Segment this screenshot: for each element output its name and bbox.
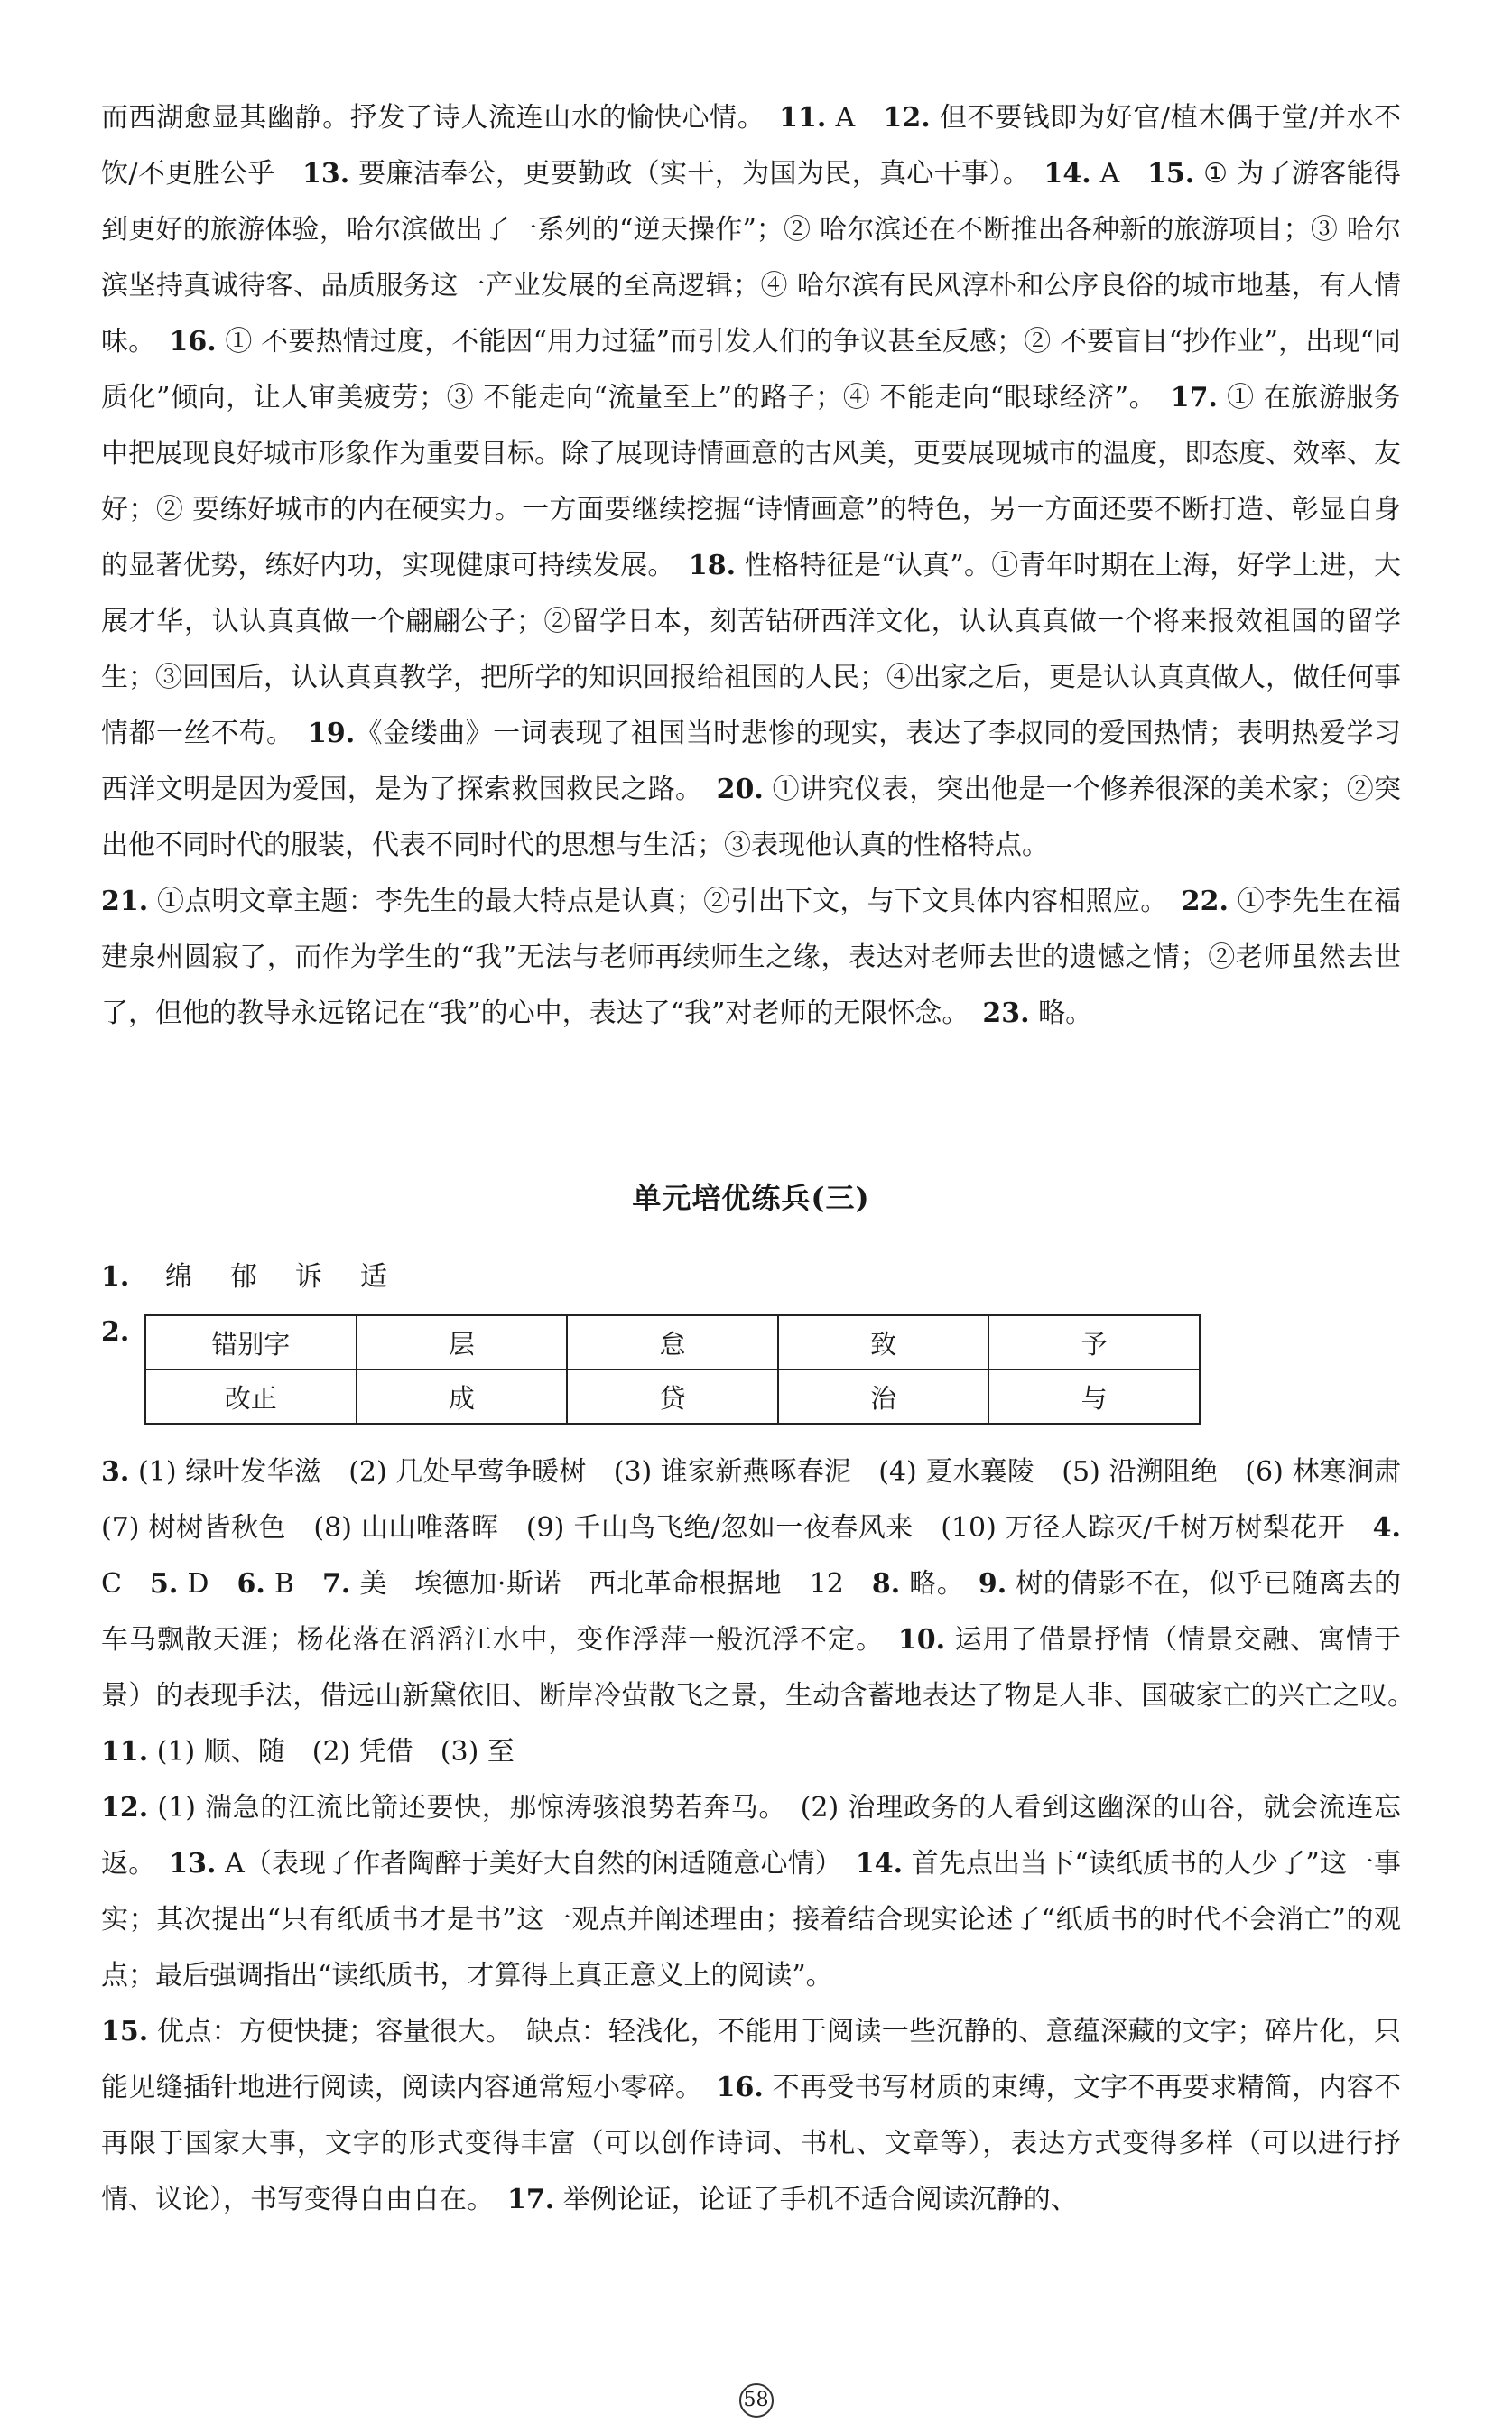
answer-text: 《金缕曲》一词表现了祖国当时悲惨的现实，表达了李叔同的爱国热情；表明热爱学习西洋文明是因为爱国，是为了探索救国救民之路。	[101, 718, 1402, 805]
q1-answer-chars	[138, 1261, 425, 1293]
question-number: 15.	[101, 2016, 149, 2047]
answers-block-bottom	[101, 1444, 1428, 1780]
table-cell: 错别字	[145, 1315, 357, 1369]
question-number: 16.	[716, 2072, 764, 2103]
question-number: 4.	[1372, 1512, 1401, 1544]
question-number: 1.	[101, 1261, 130, 1293]
question-number: 13.	[169, 1848, 217, 1880]
answer-text: ① 在旅游服务中把展现良好城市形象作为重要目标。除了展现诗情画意的古风美，更要展现城市的温度，即态度、效率、友好；② 要练好城市的内在硬实力。一方面要继续挖掘“诗情画意”的特色，另一方面还要不断打造、彰显自身的显著优势，练好内功，实现健康可持续发展。	[101, 382, 1401, 581]
answer-text: 美 埃德加·斯诺 西北革命根据地 12	[350, 1568, 872, 1600]
table-cell: 层	[357, 1315, 568, 1369]
table-row	[145, 1369, 1200, 1424]
answer-text: ①讲究仪表，突出他是一个修养很深的美术家；②突出他不同时代的服装，代表不同时代的思想与生活；③表现他认真的性格特点。	[101, 774, 1401, 861]
answer-text: 但不要钱即为好官/植木偶于堂/并水不饮/不更胜公乎	[101, 102, 1402, 190]
answer-text: ① 为了游客能得到更好的旅游体验，哈尔滨做出了一系列的“逆天操作”；② 哈尔滨还在不断推出各种新的旅游项目；③ 哈尔滨坚持真诚待客、品质服务这一产业发展的至高逻辑；④ 哈尔滨有民风淳朴和公序良俗的城市地基，有人情味。	[101, 158, 1402, 357]
question-number: 21.	[101, 886, 149, 917]
table-cell: 贷	[567, 1369, 778, 1424]
answer-text: (1) 湍急的江流比箭还要快，那惊涛骇浪势若奔马。 (2) 治理政务的人看到这幽深的山谷，就会流连忘返。	[101, 1792, 1401, 1880]
answer-text: (1) 顺、随 (2) 凭借 (3) 至	[148, 1736, 515, 1768]
question-number: 22.	[1181, 886, 1229, 917]
question-number: 11.	[101, 1736, 149, 1768]
answer-text: 性格特征是“认真”。①青年时期在上海，好学上进，大展才华，认认真真做一个翩翩公子；②留学日本，刻苦钻研西洋文化，认认真真做一个将来报效祖国的留学生；③回国后，认认真真教学，把所学的知识回报给祖国的人民；④出家之后，更是认认真真做人，做任何事情都一丝不苟。	[101, 550, 1401, 749]
answers-block-top	[101, 90, 1401, 874]
answer-text: 运用了借景抒情（情景交融、寓情于景）的表现手法，借远山新黛依旧、断岸冷萤散飞之景，生动含蓄地表达了物是人非、国破家亡的兴亡之叹。	[101, 1624, 1428, 1712]
question-number: 9.	[978, 1568, 1007, 1600]
answer-char: 适	[359, 1261, 387, 1293]
table-cell: 治	[778, 1369, 989, 1424]
answer-text: 不再受书写材质的束缚，文字不再要求精简，内容不再限于国家大事，文字的形式变得丰富（可以创作诗词、书札、文章等），表达方式变得多样（可以进行抒情、议论），书写变得自由自在。	[101, 2072, 1401, 2215]
question-2	[101, 1314, 1401, 1425]
answer-char: 绵	[164, 1261, 192, 1293]
answer-text: (1) 绿叶发华滋 (2) 几处早莺争暖树 (3) 谁家新燕啄春泥 (4) 夏水襄陵 (5) 沿溯阻绝 (6) 林寒涧肃 (7) 树树皆秋色 (8) 山山唯落晖 (9) 千山鸟飞绝/忽如一夜春风来 (10) 万径人踪灭/千树万树梨花开	[101, 1456, 1428, 1544]
table-cell: 予	[988, 1315, 1200, 1369]
question-number: 19.	[307, 718, 356, 749]
page-content	[101, 90, 1428, 2228]
typo-correction-table	[144, 1314, 1201, 1425]
answer-text: 优点：方便快捷；容量很大。 缺点：轻浅化，不能用于阅读一些沉静的、意蕴深藏的文字；碎片化，只能见缝插针地进行阅读，阅读内容通常短小零碎。	[101, 2016, 1401, 2103]
answer-text: 略。	[900, 1568, 979, 1600]
answer-text: ①李先生在福建泉州圆寂了，而作为学生的“我”无法与老师再续师生之缘，表达对老师去世的遗憾之情；②老师虽然去世了，但他的教导永远铭记在“我”的心中，表达了“我”对老师的无限怀念。	[101, 886, 1401, 1029]
question-number: 13.	[302, 158, 350, 190]
answer-text: B	[264, 1568, 322, 1600]
question-number: 10.	[897, 1624, 946, 1656]
question-1	[101, 1249, 1401, 1305]
question-number: 5.	[150, 1568, 179, 1600]
question-number: 17.	[1170, 382, 1218, 413]
question-number: 7.	[321, 1568, 351, 1600]
question-number: 23.	[982, 998, 1030, 1029]
answer-text: 首先点出当下“读纸质书的人少了”这一事实；其次提出“只有纸质书才是书”这一观点并阐述理由；接着结合现实论述了“纸质书的时代不会消亡”的观点；最后强调指出“读纸质书，才算得上真正意义上的阅读”。	[101, 1848, 1402, 1991]
page-number-circle: 58	[739, 2383, 774, 2418]
question-number: 12.	[101, 1792, 149, 1824]
question-number: 6.	[237, 1568, 265, 1600]
question-number: 20.	[716, 774, 764, 805]
answer-text: 要廉洁奉公，更要勤政（实干，为国为民，真心干事）。	[349, 158, 1044, 190]
section-title: 单元培优练兵(三)	[632, 1181, 870, 1215]
table-cell: 怠	[567, 1315, 778, 1369]
question-number: 11.	[779, 102, 827, 134]
question-number: 15.	[1146, 158, 1195, 190]
question-number: 12.	[883, 102, 931, 134]
answer-text: ①点明文章主题：李先生的最大特点是认真；②引出下文，与下文具体内容相照应。	[148, 886, 1182, 917]
question-number: 14.	[1044, 158, 1091, 190]
question-number: 2.	[101, 1316, 130, 1348]
answer-text: 略。	[1029, 998, 1093, 1029]
table-row	[145, 1315, 1200, 1369]
answer-text: C	[101, 1568, 150, 1600]
table-cell: 致	[778, 1315, 989, 1369]
answers-block-bottom-3	[101, 2004, 1401, 2228]
answer-text: A	[826, 102, 884, 134]
answer-text: A	[1090, 158, 1147, 190]
answers-block-bottom-2	[101, 1780, 1401, 2004]
table-cell: 与	[988, 1369, 1200, 1424]
question-number: 16.	[169, 326, 217, 357]
answer-text: A（表现了作者陶醉于美好大自然的闲适随意心情）	[216, 1848, 856, 1880]
answer-text: ① 不要热情过度，不能因“用力过猛”而引发人们的争议甚至反感；② 不要盲目“抄作业”，出现“同质化”倾向，让人审美疲劳；③ 不能走向“流量至上”的路子；④ 不能走向“眼球经济”。	[101, 326, 1401, 413]
answer-text: 树的倩影不在，似乎已随离去的车马飘散天涯；杨花落在滔滔江水中，变作浮萍一般沉浮不定。	[101, 1568, 1401, 1656]
answer-char: 诉	[294, 1261, 322, 1293]
question-number: 3.	[101, 1456, 130, 1488]
question-number: 17.	[507, 2184, 555, 2215]
page-number	[0, 2383, 1512, 2418]
answer-char: 郁	[229, 1261, 257, 1293]
table-cell: 成	[357, 1369, 568, 1424]
question-number: 8.	[871, 1568, 901, 1600]
answer-text: 而西湖愈显其幽静。抒发了诗人流连山水的愉快心情。	[101, 102, 752, 134]
question-number: 18.	[688, 550, 737, 581]
answer-text: 举例论证，论证了手机不适合阅读沉静的、	[554, 2184, 1078, 2215]
question-number: 14.	[855, 1848, 904, 1880]
answers-block-21	[101, 874, 1401, 1042]
answer-text: D	[178, 1568, 237, 1600]
table-cell: 改正	[145, 1369, 357, 1424]
